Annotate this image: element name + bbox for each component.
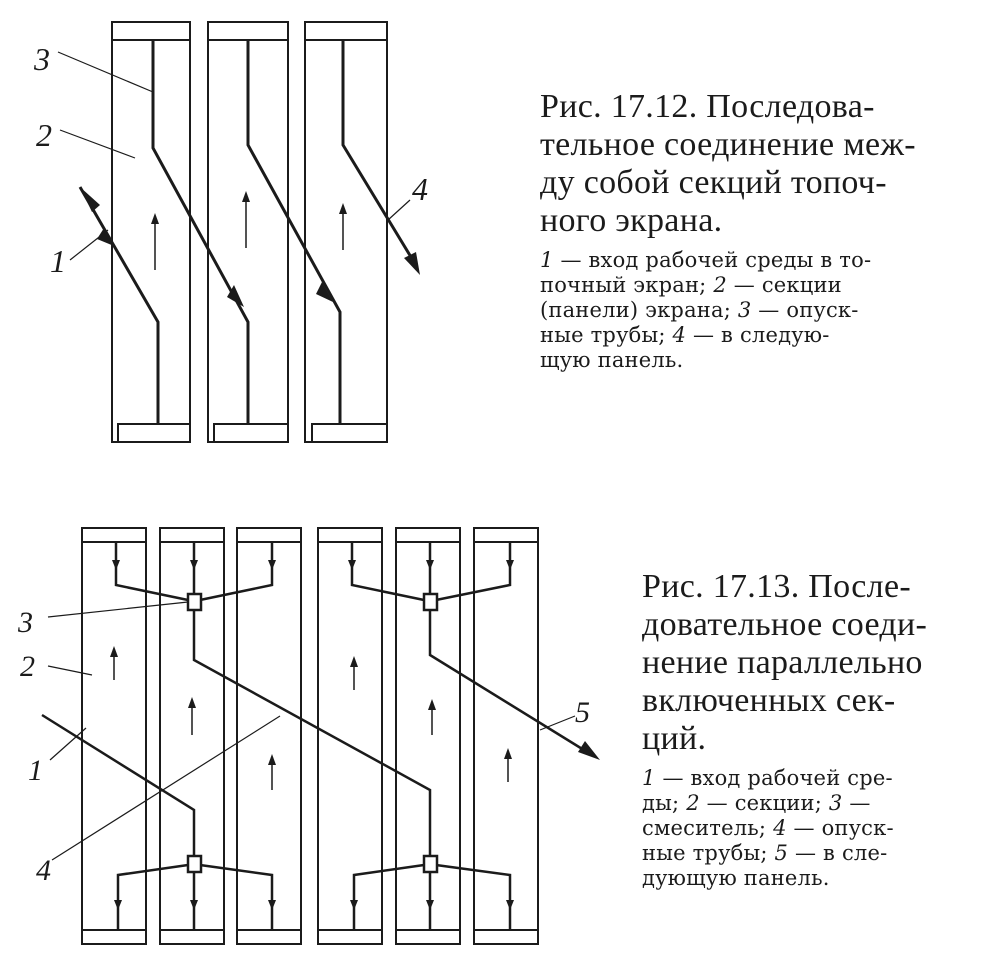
legend-text: (панели) экрана; [540,298,738,322]
panels-group [82,528,538,944]
legend-text: щую панель. [540,348,684,372]
legend-text: почный экран; [540,273,714,297]
top-collector-right [352,542,510,610]
legend-line [540,323,970,348]
legend-text: — опуск- [751,298,859,322]
bottom-collector-right [354,856,510,930]
legend-line [642,841,967,866]
legend-text: — [842,791,871,815]
caption-17-13-title-line: Рис. 17.13. После- [642,568,911,605]
outlet-pipe-2 [430,610,592,755]
caption-17-12-title [540,88,970,240]
fig1-label-1: 1 [50,243,66,279]
fig1-label-4: 4 [412,171,428,207]
outlet-arrow-2 [578,741,600,760]
fig2-label-5: 5 [575,696,590,729]
legend-text: — секции; [699,791,829,815]
legend-text: ные трубы; [540,323,673,347]
legend-number: 2 [686,791,700,815]
legend-text: — вход рабочей среды в то- [553,248,872,272]
legend-number: 2 [713,273,727,297]
top-collector-left [116,542,272,610]
caption-17-12-title-line: ного экрана. [540,202,723,239]
legend-line [642,766,967,791]
legend-line [540,273,970,298]
bottom-collector-left [118,856,272,930]
legend-number: 3 [737,298,752,322]
top-branch-arrows [112,560,514,570]
legend-line [642,791,967,816]
legend-text: ды; [642,791,687,815]
legend-number: 1 [540,248,554,272]
legend-number: 4 [672,323,687,347]
mixer-to-mixer-pipe [194,610,430,856]
legend-text: смеситель; [642,816,774,840]
caption-17-13-title-line: включенных сек- [642,682,896,719]
legend-line [540,298,970,323]
panel-e [396,528,460,944]
legend-text: ные трубы; [642,841,775,865]
fig2-label-4: 4 [36,854,51,887]
panel-b [160,528,224,944]
caption-17-13-title [642,568,967,758]
legend-line [540,248,970,273]
legend-text: — в сле- [788,841,888,865]
legend-number: 3 [828,791,843,815]
fig2-leaders [48,602,575,860]
caption-17-13 [642,568,967,891]
fig1-label-2: 2 [36,117,52,153]
legend-text: — вход рабочей сре- [655,766,893,790]
caption-17-12-title-line: тельное соединение меж- [540,126,916,163]
inlet-pipe-2 [42,715,194,856]
caption-17-12-title-line: ду собой секций топоч- [540,164,887,201]
fig2-label-1: 1 [28,754,43,787]
legend-line [642,866,967,891]
legend-number: 4 [773,816,787,840]
legend-text: — опуск- [786,816,894,840]
legend-line [540,348,970,373]
fig2-label-2: 2 [20,650,35,683]
caption-17-12 [540,88,970,373]
bottom-branch-arrows [114,900,514,910]
legend-number: 5 [774,841,789,865]
caption-17-12-title-line: Рис. 17.12. Последова- [540,88,875,125]
legend-text: — в следую- [686,323,830,347]
caption-17-13-title-line: довательное соеди- [642,606,928,643]
caption-17-13-title-line: ций. [642,720,707,757]
caption-17-12-legend [540,248,970,373]
fig2-label-3: 3 [18,606,33,639]
fig1-label-3: 3 [34,41,50,77]
caption-17-13-legend [642,766,967,891]
legend-number: 1 [642,766,656,790]
caption-17-13-title-line: нение параллельно [642,644,923,681]
legend-text: дующую панель. [642,866,830,890]
legend-line [642,816,967,841]
legend-text: — секции [726,273,842,297]
